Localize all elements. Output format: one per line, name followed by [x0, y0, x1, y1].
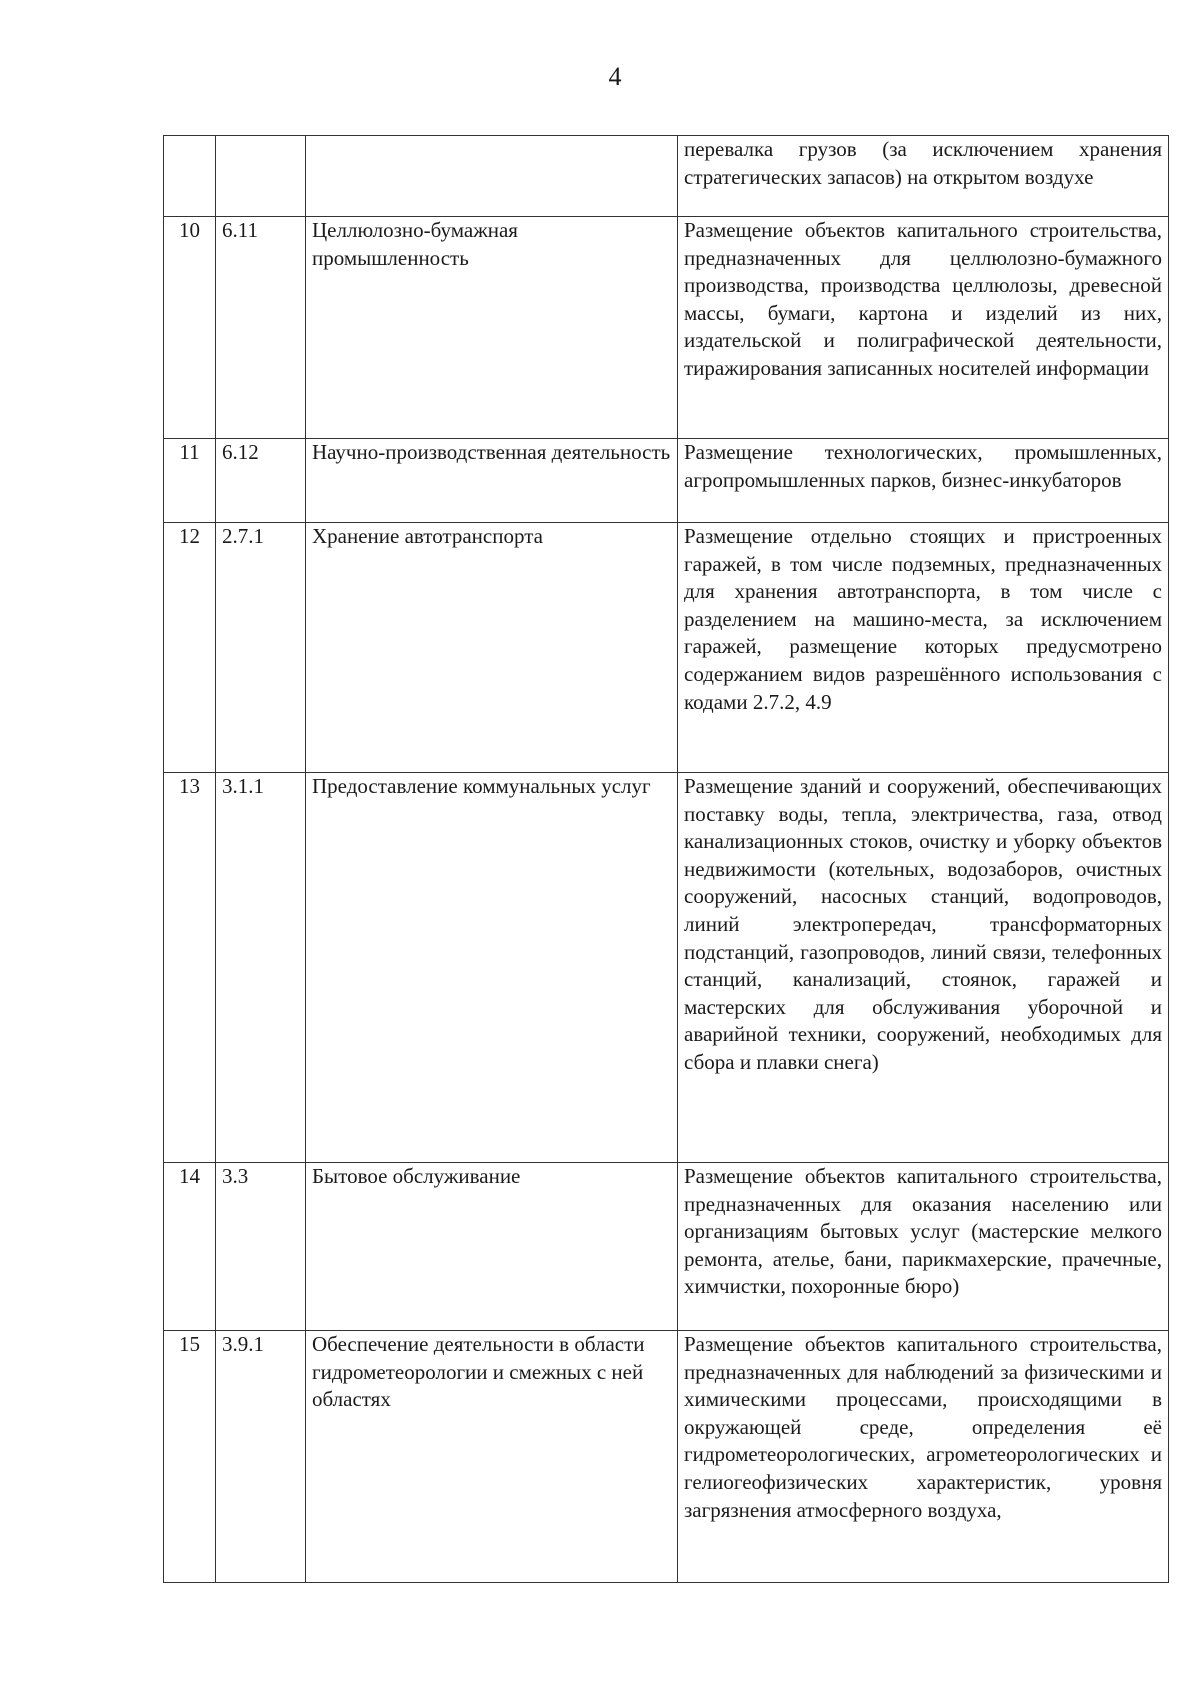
row-name: Хранение автотранспорта: [306, 523, 678, 773]
table-row: [164, 136, 1169, 217]
row-name: Научно-производственная деятельность: [306, 439, 678, 523]
row-code: [216, 136, 306, 217]
table-row: [164, 1331, 1169, 1583]
page-number: 4: [608, 62, 622, 91]
table-row: [164, 217, 1169, 439]
row-code: 3.1.1: [216, 773, 306, 1163]
row-number: 14: [164, 1163, 216, 1331]
row-name: Целлюлозно-бумажная промышленность: [306, 217, 678, 439]
row-number: 10: [164, 217, 216, 439]
row-name: Обеспечение деятельности в области гидрометеорологии и смежных с ней областях: [306, 1331, 678, 1583]
land-use-table: [163, 135, 1169, 1583]
row-name: [306, 136, 678, 217]
row-code: 6.12: [216, 439, 306, 523]
row-description: Размещение объектов капитального строительства, предназначенных для наблюдений за физическими и химическими процессами, происходящими в окружающей среде, определения её гидрометеорологических, агрометеорологических и гелиогеофизических характеристик, уровня загрязнения атмосферного воздуха,: [678, 1331, 1169, 1583]
row-code: 6.11: [216, 217, 306, 439]
row-description: Размещение отдельно стоящих и пристроенных гаражей, в том числе подземных, предназначенных для хранения автотранспорта, в том числе с разделением на машино-места, за исключением гаражей, размещение которых предусмотрено содержанием видов разрешённого использования с кодами 2.7.2, 4.9: [678, 523, 1169, 773]
row-number: 12: [164, 523, 216, 773]
row-description: Размещение технологических, промышленных, агропромышленных парков, бизнес-инкубаторов: [678, 439, 1169, 523]
row-name: Бытовое обслуживание: [306, 1163, 678, 1331]
row-number: [164, 136, 216, 217]
row-description: Размещение объектов капитального строительства, предназначенных для оказания населению или организациям бытовых услуг (мастерские мелкого ремонта, ателье, бани, парикмахерские, прачечные, химчистки, похоронные бюро): [678, 1163, 1169, 1331]
row-description: перевалка грузов (за исключением хранения стратегических запасов) на открытом воздухе: [678, 136, 1169, 217]
row-code: 3.9.1: [216, 1331, 306, 1583]
row-code: 2.7.1: [216, 523, 306, 773]
row-number: 15: [164, 1331, 216, 1583]
table-row: [164, 1163, 1169, 1331]
row-name: Предоставление коммунальных услуг: [306, 773, 678, 1163]
row-code: 3.3: [216, 1163, 306, 1331]
row-number: 13: [164, 773, 216, 1163]
row-description: Размещение зданий и сооружений, обеспечивающих поставку воды, тепла, электричества, газа, отвод канализационных стоков, очистку и уборку объектов недвижимости (котельных, водозаборов, очистных сооружений, насосных станций, водопроводов, линий электропередач, трансформаторных подстанций, газопроводов, линий связи, телефонных станций, канализаций, стоянок, гаражей и мастерских для обслуживания уборочной и аварийной техники, сооружений, необходимых для сбора и плавки снега): [678, 773, 1169, 1163]
row-description: Размещение объектов капитального строительства, предназначенных для целлюлозно-бумажного производства, производства целлюлозы, древесной массы, бумаги, картона и изделий из них, издательской и полиграфической деятельности, тиражирования записанных носителей информации: [678, 217, 1169, 439]
table-row: [164, 523, 1169, 773]
row-number: 11: [164, 439, 216, 523]
table-row: [164, 773, 1169, 1163]
table-row: [164, 439, 1169, 523]
